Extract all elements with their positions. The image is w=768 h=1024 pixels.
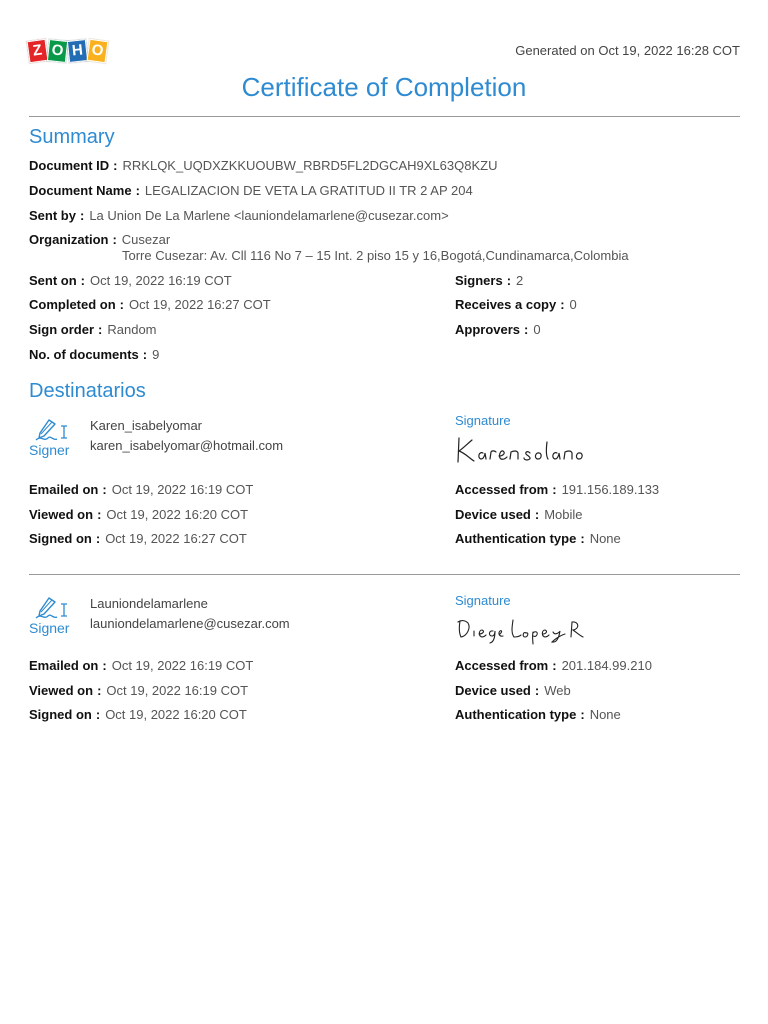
summary-heading: Summary — [29, 126, 115, 148]
field-label: Sign order — [29, 322, 95, 337]
signers-value: 2 — [516, 273, 524, 288]
approvers-row: Approvers : 0 — [455, 322, 541, 337]
accessed-from-row: Accessed from : 191.156.189.133 — [455, 482, 660, 497]
signature-label: Signature — [455, 593, 511, 608]
signed-on-row: Signed on : Oct 19, 2022 16:27 COT — [29, 531, 247, 546]
pen-signature-icon — [35, 418, 69, 442]
signed-on-row: Signed on : Oct 19, 2022 16:20 COT — [29, 707, 247, 722]
field-label: Device used — [455, 683, 531, 698]
recipient-name: Launiondelamarlene — [90, 596, 208, 611]
viewed-on-value: Oct 19, 2022 16:19 COT — [106, 683, 249, 698]
accessed-from-row: Accessed from : 201.184.99.210 — [455, 658, 652, 673]
viewed-on-row: Viewed on : Oct 19, 2022 16:19 COT — [29, 683, 249, 698]
signers-row: Signers : 2 — [455, 273, 524, 288]
receives-copy-value: 0 — [569, 297, 577, 312]
signature-label: Signature — [455, 413, 511, 428]
device-used-row: Device used : Mobile — [455, 507, 583, 522]
emailed-on-value: Oct 19, 2022 16:19 COT — [111, 482, 254, 497]
num-documents-value: 9 — [152, 347, 160, 362]
document-name-row: Document Name : LEGALIZACION DE VETA LA GRATITUD II TR 2 AP 204 — [29, 183, 473, 198]
device-used-value: Web — [544, 683, 571, 698]
field-label: Document Name — [29, 183, 132, 198]
field-label: Signed on — [29, 531, 92, 546]
signed-on-value: Oct 19, 2022 16:20 COT — [105, 707, 247, 722]
logo-letter: Z — [27, 39, 49, 63]
field-label: Receives a copy — [455, 297, 557, 312]
field-label: Accessed from — [455, 658, 549, 673]
sent-by-value: La Union De La Marlene <launiondelamarlene@cusezar.com> — [89, 208, 449, 223]
handwritten-signature — [455, 612, 585, 646]
sign-order-value: Random — [107, 322, 157, 337]
auth-type-row: Authentication type : None — [455, 531, 621, 546]
sent-by-row: Sent by : La Union De La Marlene <launiondelamarlene@cusezar.com> — [29, 208, 449, 223]
field-label: Authentication type — [455, 707, 577, 722]
device-used-row: Device used : Web — [455, 683, 571, 698]
field-label: Organization — [29, 232, 109, 247]
recipient-divider — [29, 574, 740, 575]
field-label: Emailed on — [29, 482, 99, 497]
num-documents-row: No. of documents : 9 — [29, 347, 160, 362]
field-label: Sent by — [29, 208, 76, 223]
signer-role — [29, 418, 73, 458]
handwritten-signature — [455, 432, 585, 468]
field-label: Approvers — [455, 322, 521, 337]
completed-on-row: Completed on : Oct 19, 2022 16:27 COT — [29, 297, 271, 312]
recipient-name: Karen_isabelyomar — [90, 418, 203, 433]
organization-value: Cusezar — [121, 232, 171, 247]
generated-timestamp: Generated on Oct 19, 2022 16:28 COT — [515, 43, 740, 58]
signer-role — [29, 596, 73, 636]
recipient-email: launiondelamarlene@cusezar.com — [90, 616, 290, 631]
header-divider — [29, 116, 740, 117]
sent-on-row: Sent on : Oct 19, 2022 16:19 COT — [29, 273, 232, 288]
field-label: Completed on — [29, 297, 116, 312]
zoho-logo — [28, 40, 108, 62]
page-title: Certificate of Completion — [241, 72, 527, 102]
pen-signature-icon — [35, 596, 69, 620]
receives-copy-row: Receives a copy : 0 — [455, 297, 577, 312]
recipient-email: karen_isabelyomar@hotmail.com — [90, 438, 284, 453]
organization-address: Torre Cusezar: Av. Cll 116 No 7 – 15 Int. 2 piso 15 y 16,Bogotá,Cundinamarca,Colombia — [122, 248, 629, 263]
field-label: Viewed on — [29, 507, 94, 522]
field-label: Signers — [455, 273, 503, 288]
accessed-from-value: 201.184.99.210 — [561, 658, 652, 673]
emailed-on-row: Emailed on : Oct 19, 2022 16:19 COT — [29, 482, 254, 497]
approvers-value: 0 — [533, 322, 541, 337]
auth-type-row: Authentication type : None — [455, 707, 621, 722]
accessed-from-value: 191.156.189.133 — [561, 482, 660, 497]
device-used-value: Mobile — [544, 507, 583, 522]
logo-letter: O — [87, 39, 109, 63]
field-label: Signed on — [29, 707, 92, 722]
organization-row: Organization : Cusezar — [29, 232, 171, 247]
signer-label: Signer — [29, 620, 70, 636]
field-label: Authentication type — [455, 531, 577, 546]
emailed-on-row: Emailed on : Oct 19, 2022 16:19 COT — [29, 658, 254, 673]
logo-letter: H — [67, 39, 88, 63]
viewed-on-value: Oct 19, 2022 16:20 COT — [106, 507, 249, 522]
completed-on-value: Oct 19, 2022 16:27 COT — [129, 297, 271, 312]
field-label: Accessed from — [455, 482, 549, 497]
field-label: Document ID — [29, 158, 110, 173]
field-label: Viewed on — [29, 683, 94, 698]
recipients-heading: Destinatarios — [29, 380, 146, 402]
field-label: Sent on — [29, 273, 77, 288]
field-label: No. of documents — [29, 347, 139, 362]
document-id-value: RRKLQK_UQDXZKKUOUBW_RBRD5FL2DGCAH9XL63Q8KZU — [122, 158, 498, 173]
signer-label: Signer — [29, 442, 70, 458]
field-label: Device used — [455, 507, 531, 522]
emailed-on-value: Oct 19, 2022 16:19 COT — [111, 658, 254, 673]
auth-type-value: None — [589, 531, 621, 546]
field-label: Emailed on — [29, 658, 99, 673]
sent-on-value: Oct 19, 2022 16:19 COT — [90, 273, 232, 288]
sign-order-row: Sign order : Random — [29, 322, 157, 337]
document-id-row: Document ID : RRKLQK_UQDXZKKUOUBW_RBRD5FL2DGCAH9XL63Q8KZU — [29, 158, 498, 173]
document-name-value: LEGALIZACION DE VETA LA GRATITUD II TR 2 AP 204 — [144, 183, 473, 198]
auth-type-value: None — [589, 707, 621, 722]
viewed-on-row: Viewed on : Oct 19, 2022 16:20 COT — [29, 507, 249, 522]
signed-on-value: Oct 19, 2022 16:27 COT — [105, 531, 247, 546]
logo-letter: O — [47, 39, 68, 63]
